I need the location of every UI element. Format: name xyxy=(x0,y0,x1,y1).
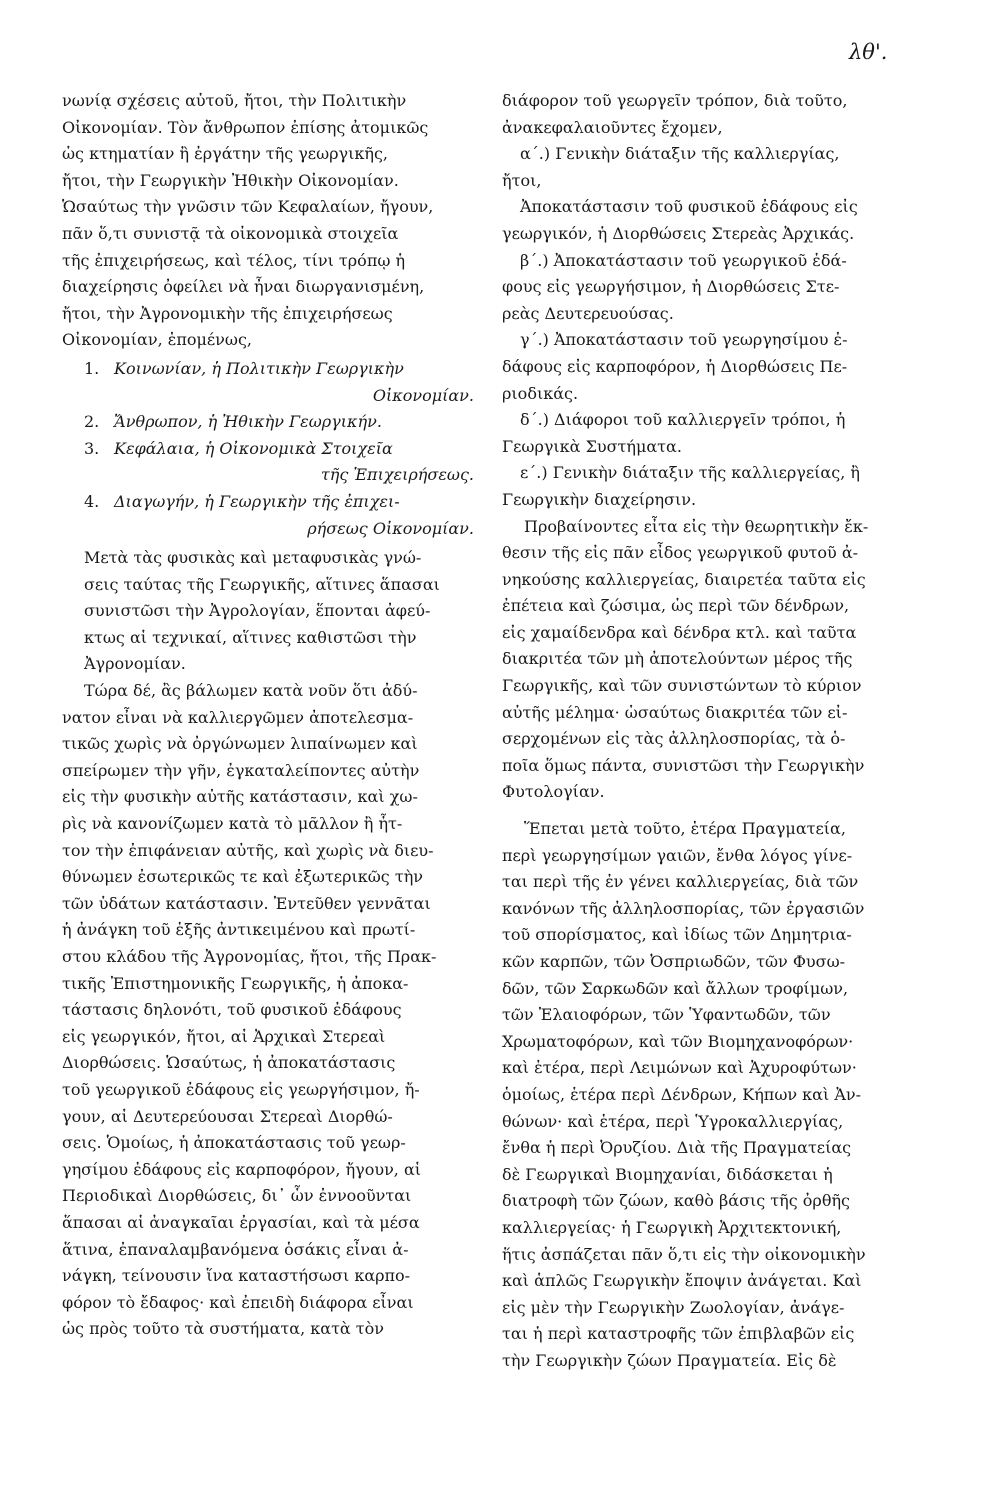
list-item xyxy=(62,436,478,463)
text-line: ὡς πρὸς τοῦτο τὰ συστήματα, κατὰ τὸν xyxy=(62,1319,385,1339)
text-line: ὡς κτηματίαν ἢ ἐργάτην τῆς γεωργικῆς, xyxy=(62,144,389,164)
text-line: διάφορον τοῦ γεωργεῖν τρόπον, διὰ τοῦτο, xyxy=(502,91,848,110)
text-line: τοῦ σπορίσματος, καὶ ἰδίως τῶν Δημητρια- xyxy=(502,925,852,945)
text-line: εἰς χαμαίδενδρα καὶ δένδρα κτλ. καὶ ταῦτα xyxy=(502,622,857,642)
text-line: ἅτινα, ἐπαναλαμβανόμενα ὁσάκις εἶναι ἀ- xyxy=(62,1239,409,1259)
summary-item: α΄.) Γενικὴν διάταξιν τῆς καλλιεργίας, xyxy=(520,144,840,164)
text-line: θεσιν τῆς εἰς πᾶν εἶδος γεωργικοῦ φυτοῦ ἀ- xyxy=(502,543,859,563)
text-line: εἰς μὲν τὴν Γεωργικὴν Ζωολογίαν, ἀνάγε- xyxy=(502,1297,845,1317)
left-column xyxy=(62,88,478,1343)
list-text: Διαγωγήν, ἡ Γεωργικὴν τῆς ἐπιχει- xyxy=(114,491,400,511)
text-line: νατον εἶναι νὰ καλλιεργῶμεν ἀποτελεσμα- xyxy=(62,707,414,727)
text-line: ἀνακεφαλαιοῦντες ἔχομεν, xyxy=(502,117,723,137)
text-line: γησίμου ἐδάφους εἰς καρποφόρον, ἤγουν, αἱ xyxy=(62,1159,422,1179)
text-line: τῆς ἐπιχειρήσεως, καὶ τέλος, τίνι τρόπῳ ἡ xyxy=(62,250,406,270)
text-line: σπείρωμεν τὴν γῆν, ἐγκαταλείποντες αὐτὴν xyxy=(62,760,420,780)
text-line: ἤτοι, τὴν Γεωργικὴν Ἠθικὴν Οἰκονομίαν. xyxy=(62,170,399,190)
list-number: 1. xyxy=(84,358,100,378)
text-line: περὶ γεωργησίμων γαιῶν, ἔνθα λόγος γίνε- xyxy=(502,845,853,865)
text-line: διακριτέα τῶν μὴ ἀποτελούντων μέρος τῆς xyxy=(502,649,853,669)
text-line: καλλιεργείας· ἡ Γεωργικὴ Ἀρχιτεκτονική, xyxy=(502,1217,842,1237)
summary-item: ε΄.) Γενικὴν διάταξιν τῆς καλλιεργείας, ἢ xyxy=(520,463,860,483)
text-line: πᾶν ὅ,τι συνιστᾷ τὰ οἰκονομικὰ στοιχεῖα xyxy=(62,223,399,243)
text-line: τοῦ γεωργικοῦ ἐδάφους εἰς γεωργήσιμον, ἤ- xyxy=(62,1079,420,1099)
text-line: τον τὴν ἐπιφάνειαν αὐτῆς, καὶ χωρὶς νὰ διευ- xyxy=(62,840,434,860)
text-line: ἥτις ἀσπάζεται πᾶν ὅ,τι εἰς τὴν οἰκονομικὴν xyxy=(502,1244,866,1264)
list-item-continuation: τῆς Ἐπιχειρήσεως. xyxy=(320,465,474,485)
summary-item-continuation: δάφους εἰς καρποφόρον, ἡ Διορθώσεις Πε- xyxy=(502,356,848,376)
text-line: κῶν καρπῶν, τῶν Ὀσπριωδῶν, τῶν Φυσω- xyxy=(502,952,846,971)
list-number: 2. xyxy=(84,412,100,432)
summary-item-continuation: γεωργικόν, ἡ Διορθώσεις Στερεὰς Ἀρχικάς. xyxy=(502,223,855,243)
list-text: Κοινωνίαν, ἡ Πολιτικὴν Γεωργικὴν xyxy=(114,358,404,378)
left-paragraph-3 xyxy=(62,678,478,1343)
summary-item: Ἀποκατάστασιν τοῦ φυσικοῦ ἐδάφους εἰς xyxy=(520,197,858,217)
summary-item-continuation: Γεωργικὴν διαχείρησιν. xyxy=(502,489,697,509)
list-item-continuation: ρήσεως Οἰκονομίαν. xyxy=(307,518,474,538)
text-line: δὲ Γεωργικαὶ Βιομηχανίαι, διδάσκεται ἡ xyxy=(502,1164,833,1184)
page-number: λθ'. xyxy=(849,40,888,64)
text-line: ἡ ἀνάγκη τοῦ ἑξῆς ἀντικειμένου καὶ πρωτί- xyxy=(62,920,416,940)
text-line: θύνωμεν ἐσωτερικῶς τε καὶ ἐξωτερικῶς τὴν xyxy=(62,867,424,887)
text-line: Διορθώσεις. Ὡσαύτως, ἡ ἀποκατάστασις xyxy=(62,1053,396,1073)
summary-list xyxy=(502,141,920,513)
numbered-list xyxy=(62,356,478,542)
text-line: Ὡσαύτως τὴν γνῶσιν τῶν Κεφαλαίων, ἤγουν, xyxy=(62,197,434,217)
text-line: Οἰκονομίαν, ἑπομένως, xyxy=(62,330,252,350)
text-line: τικῶς χωρὶς νὰ ὀργώνωμεν λιπαίνωμεν καὶ xyxy=(62,734,418,754)
summary-item: γ΄.) Ἀποκατάστασιν τοῦ γεωργησίμου ἐ- xyxy=(520,330,848,350)
text-line: τῶν ὑδάτων κατάστασιν. Ἐντεῦθεν γεννᾶται xyxy=(62,893,431,913)
list-item-continuation: Οἰκονομίαν. xyxy=(372,385,474,405)
list-text: Ἄνθρωπον, ἡ Ἠθικὴν Γεωργικήν. xyxy=(114,412,382,432)
summary-item-continuation: ριοδικάς. xyxy=(502,383,579,403)
text-line: Γεωργικῆς, καὶ τῶν συνιστώντων τὸ κύριον xyxy=(502,676,862,696)
text-line: διαχείρησις ὀφείλει νὰ ἦναι διωργανισμένη, xyxy=(62,277,425,297)
text-line: νωνίᾳ σχέσεις αὐτοῦ, ἤτοι, τὴν Πολιτικὴν xyxy=(62,91,407,110)
text-line: σερχομένων εἰς τὰς ἀλληλοσπορίας, τὰ ὁ- xyxy=(502,729,846,749)
text-line: καὶ ἑτέρα, περὶ Λειμώνων καὶ Ἀχυροφύτων· xyxy=(502,1058,857,1078)
text-line: τὴν Γεωργικὴν ζώων Πραγματεία. Εἰς δὲ xyxy=(502,1350,837,1370)
list-number: 4. xyxy=(84,491,100,511)
text-line: νάγκη, τείνουσιν ἵνα καταστήσωσι καρπο- xyxy=(62,1266,411,1286)
text-line: γουν, αἱ Δευτερεύουσαι Στερεαὶ Διορθώ- xyxy=(62,1106,393,1126)
text-line: Χρωματοφόρων, καὶ τῶν Βιομηχανοφόρων· xyxy=(502,1031,854,1051)
text-line: σεις ταύτας τῆς Γεωργικῆς, αἵτινες ἅπασαι xyxy=(84,574,440,594)
text-line: τάστασις δηλονότι, τοῦ φυσικοῦ ἐδάφους xyxy=(62,1000,402,1020)
text-line: θώνων· καὶ ἑτέρα, περὶ Ὑγροκαλλιεργίας, xyxy=(502,1111,844,1131)
text-line: Ἀγρονομίαν. xyxy=(84,654,186,674)
text-line: τικῆς Ἐπιστημονικῆς Γεωργικῆς, ἡ ἀποκα- xyxy=(62,973,409,993)
text-line: ἔνθα ἡ περὶ Ὀρυζίου. Διὰ τῆς Πραγματείας xyxy=(502,1138,852,1158)
summary-item: δ΄.) Διάφοροι τοῦ καλλιεργεῖν τρόποι, ἡ xyxy=(520,410,846,430)
text-line: αὐτῆς μέλημα· ὡσαύτως διακριτέα τῶν εἰ- xyxy=(502,702,848,722)
text-line: κτως αἱ τεχνικαί, αἵτινες καθιστῶσι τὴν xyxy=(84,627,417,647)
text-line: διατροφὴ τῶν ζώων, καθὸ βάσις τῆς ὀρθῆς xyxy=(502,1191,851,1211)
right-paragraph-1 xyxy=(502,88,920,141)
text-line: ἐπέτεια καὶ ζώσιμα, ὡς περὶ τῶν δένδρων, xyxy=(502,596,850,616)
right-column xyxy=(502,88,920,1375)
text-line: Μετὰ τὰς φυσικὰς καὶ μεταφυσικὰς γνώ- xyxy=(84,548,422,568)
list-item xyxy=(62,489,478,516)
summary-item: β΄.) Ἀποκατάστασιν τοῦ γεωργικοῦ ἐδά- xyxy=(520,250,847,270)
summary-item-continuation: Γεωργικὰ Συστήματα. xyxy=(502,436,682,456)
text-line: στου κλάδου τῆς Ἀγρονομίας, ἤτοι, τῆς Πρακ- xyxy=(62,947,437,966)
text-line: νηκούσης καλλιεργείας, διαιρετέα ταῦτα εἰς xyxy=(502,569,866,589)
text-line: Ἕπεται μετὰ τοῦτο, ἑτέρα Πραγματεία, xyxy=(524,819,846,839)
text-line: τῶν Ἐλαιοφόρων, τῶν Ὑφαντωδῶν, τῶν xyxy=(502,1005,831,1025)
text-line: Προβαίνοντες εἶτα εἰς τὴν θεωρητικὴν ἔκ- xyxy=(524,516,869,536)
text-line: ὁμοίως, ἑτέρα περὶ Δένδρων, Κήπων καὶ Ἀν- xyxy=(502,1084,862,1104)
text-line: Τώρα δέ, ἂς βάλωμεν κατὰ νοῦν ὅτι ἀδύ- xyxy=(84,681,418,701)
list-number: 3. xyxy=(84,438,100,458)
text-line: εἰς γεωργικόν, ἤτοι, αἱ Ἀρχικαὶ Στερεαὶ xyxy=(62,1026,386,1046)
text-line: ἤτοι, τὴν Ἀγρονομικὴν τῆς ἐπιχειρήσεως xyxy=(62,303,393,323)
list-text: Κεφάλαια, ἡ Οἰκονομικὰ Στοιχεῖα xyxy=(114,438,393,458)
summary-item-continuation: φους εἰς γεωργήσιμον, ἡ Διορθώσεις Στε- xyxy=(502,277,840,297)
text-line: φόρον τὸ ἔδαφος· καὶ ἐπειδὴ διάφορα εἶναι xyxy=(62,1292,414,1312)
text-line: Οἰκονομίαν. Τὸν ἄνθρωπον ἐπίσης ἀτομικῶς xyxy=(62,117,429,137)
text-line: σεις. Ὁμοίως, ἡ ἀποκατάστασις τοῦ γεωρ- xyxy=(62,1133,406,1153)
right-paragraph-2 xyxy=(502,514,920,807)
left-paragraph-2 xyxy=(62,545,478,678)
text-line: ρὶς νὰ κανονίζωμεν κατὰ τὸ μᾶλλον ἢ ἧτ- xyxy=(62,814,403,834)
text-line: κανόνων τῆς ἀλληλοσπορίας, τῶν ἐργασιῶν xyxy=(502,898,865,918)
text-line: συνιστῶσι τὴν Ἀγρολογίαν, ἕπονται ἀφεύ- xyxy=(84,601,431,621)
text-line: ἅπασαι αἱ ἀναγκαῖαι ἐργασίαι, καὶ τὰ μέσα xyxy=(62,1212,420,1232)
text-line: ται περὶ τῆς ἐν γένει καλλιεργείας, διὰ τῶν xyxy=(502,872,859,892)
left-paragraph-1 xyxy=(62,88,478,354)
summary-item-continuation: ἤτοι, xyxy=(502,170,542,190)
text-line: ποῖα ὅμως πάντα, συνιστῶσι τὴν Γεωργικὴν xyxy=(502,755,865,775)
list-item xyxy=(62,356,478,383)
text-line: Φυτολογίαν. xyxy=(502,782,605,802)
right-paragraph-3 xyxy=(502,816,920,1374)
text-line: εἰς τὴν φυσικὴν αὐτῆς κατάστασιν, καὶ χω- xyxy=(62,787,418,807)
list-item xyxy=(62,409,478,436)
text-line: ται ἡ περὶ καταστροφῆς τῶν ἐπιβλαβῶν εἰς xyxy=(502,1324,855,1344)
text-line: καὶ ἁπλῶς Γεωργικὴν ἔποψιν ἀνάγεται. Καὶ xyxy=(502,1271,862,1291)
text-line: Περιοδικαὶ Διορθώσεις, δι᾽ ὧν ἐννοοῦνται xyxy=(62,1186,412,1206)
text-line: δῶν, τῶν Σαρκωδῶν καὶ ἄλλων τροφίμων, xyxy=(502,978,849,998)
summary-item-continuation: ρεὰς Δευτερευούσας. xyxy=(502,303,674,323)
